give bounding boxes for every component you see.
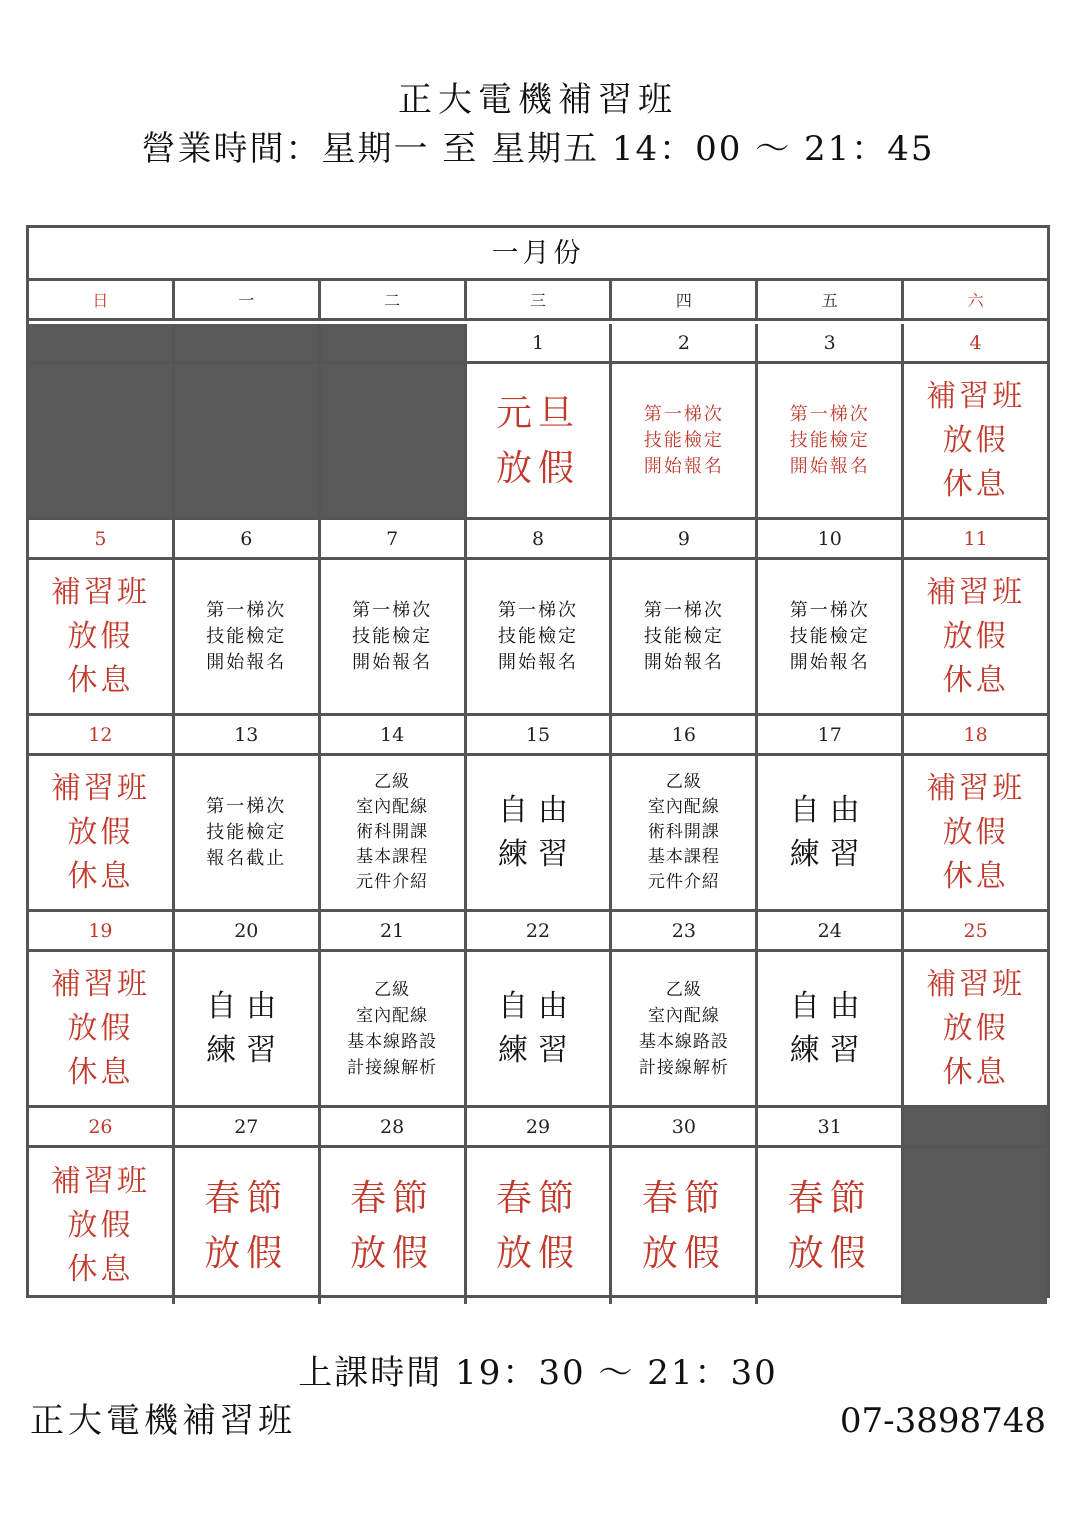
date-number: 28 [321,1108,467,1145]
day-note: 補習班 放假 休息 [926,378,1026,502]
day-content-row [29,560,1047,716]
footer-phone: 07-3898748 [839,1401,1046,1441]
date-number: 12 [29,716,175,753]
date-number [175,324,321,361]
day-note: 乙級 室內配線 基本線路設 計接線解析 [612,952,758,1105]
day-note: 自由 練習 [467,756,613,909]
date-number: 29 [467,1108,613,1145]
date-number-row [29,912,1047,952]
day-note: 補習班 放假 休息 [29,560,175,713]
date-number: 11 [963,527,988,550]
day-note: 自由 練習 [758,952,904,1105]
date-number: 19 [29,912,175,949]
date-number [29,324,175,361]
day-note: 乙級 室內配線 術科開課 基本課程 元件介紹 [321,756,467,909]
empty-day-cell [29,364,175,517]
weekday-sat: 六 [967,291,984,310]
date-number-row [29,520,1047,560]
date-number [321,324,467,361]
day-note: 補習班 放假 休息 [29,952,175,1105]
date-number: 17 [758,716,904,753]
month-header: 一月份 [29,228,1047,281]
date-number: 30 [612,1108,758,1145]
weekday-header-row [29,281,1047,321]
day-note: 春節 放假 [758,1148,904,1304]
date-number: 15 [467,716,613,753]
date-number: 27 [175,1108,321,1145]
day-note: 第一梯次 技能檢定 開始報名 [612,560,758,713]
day-note: 乙級 室內配線 基本線路設 計接線解析 [321,952,467,1105]
day-note: 第一梯次 技能檢定 開始報名 [758,560,904,713]
day-note: 第一梯次 技能檢定 開始報名 [175,560,321,713]
date-number: 3 [758,324,904,361]
day-content-row [29,952,1047,1108]
day-note: 自由 練習 [758,756,904,909]
footer-school-name: 正大電機補習班 [30,1401,296,1441]
day-content-row [29,1148,1047,1304]
date-number: 10 [758,520,904,557]
day-note: 補習班 放假 休息 [29,756,175,909]
date-number: 25 [963,919,988,942]
day-note: 第一梯次 技能檢定 報名截止 [175,756,321,909]
day-content-row [29,756,1047,912]
date-number: 26 [29,1108,175,1145]
date-number: 14 [321,716,467,753]
empty-day-cell [175,364,321,517]
calendar-table [26,225,1050,1298]
day-content-row [29,364,1047,520]
date-number: 20 [175,912,321,949]
date-number: 7 [321,520,467,557]
day-note: 第一梯次 技能檢定 開始報名 [467,560,613,713]
day-note: 春節 放假 [612,1148,758,1304]
day-note: 補習班 放假 休息 [926,966,1026,1090]
date-number: 31 [758,1108,904,1145]
empty-day-cell [321,364,467,517]
day-note: 元旦 放假 [467,364,613,517]
day-note: 補習班 放假 休息 [926,574,1026,698]
date-number: 5 [29,520,175,557]
date-number: 9 [612,520,758,557]
date-number-row [29,1108,1047,1148]
weekday-tue: 二 [321,281,467,318]
date-number: 8 [467,520,613,557]
day-note: 春節 放假 [467,1148,613,1304]
empty-day-cell [904,1148,1047,1304]
class-time: 上課時間 19：30 ～ 21：30 [298,1353,778,1393]
day-note: 補習班 放假 休息 [29,1148,175,1304]
date-number: 6 [175,520,321,557]
weekday-fri: 五 [758,281,904,318]
date-number-row [29,716,1047,756]
date-number: 2 [612,324,758,361]
day-note: 春節 放假 [321,1148,467,1304]
weekday-sun: 日 [29,281,175,318]
date-number-row [29,324,1047,364]
date-number [904,1108,1047,1145]
weekday-mon: 一 [175,281,321,318]
date-number: 21 [321,912,467,949]
date-number: 23 [612,912,758,949]
business-hours: 營業時間：星期一 至 星期五 14：00 ～ 21：45 [141,129,935,169]
date-number: 24 [758,912,904,949]
day-note: 第一梯次 技能檢定 開始報名 [758,364,904,517]
date-number: 22 [467,912,613,949]
date-number: 16 [612,716,758,753]
day-note: 自由 練習 [175,952,321,1105]
date-number: 18 [963,723,988,746]
date-number: 4 [969,331,982,354]
weekday-thu: 四 [612,281,758,318]
date-number: 1 [467,324,613,361]
day-note: 第一梯次 技能檢定 開始報名 [612,364,758,517]
day-note: 補習班 放假 休息 [926,770,1026,894]
day-note: 乙級 室內配線 術科開課 基本課程 元件介紹 [612,756,758,909]
date-number: 13 [175,716,321,753]
page-title: 正大電機補習班 [398,80,678,120]
day-note: 春節 放假 [175,1148,321,1304]
weekday-wed: 三 [467,281,613,318]
day-note: 自由 練習 [467,952,613,1105]
day-note: 第一梯次 技能檢定 開始報名 [321,560,467,713]
